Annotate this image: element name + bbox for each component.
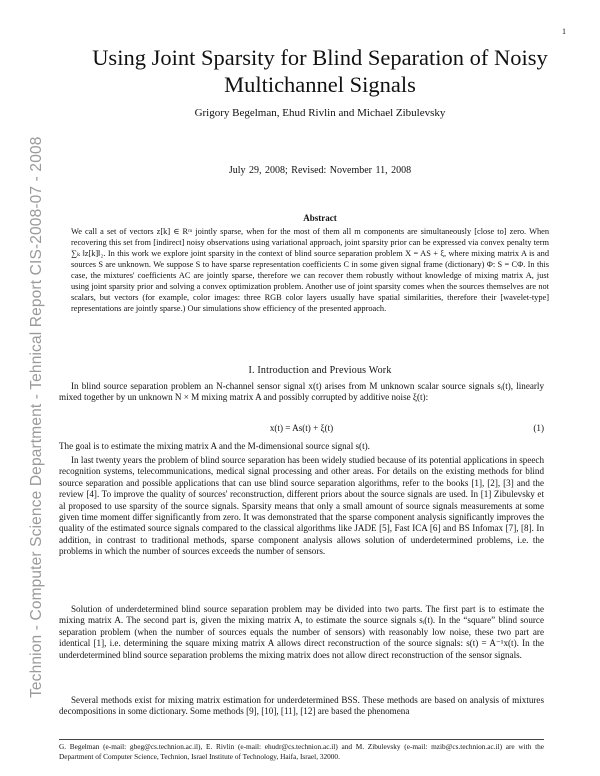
paragraph-background: In last twenty years the problem of blind source separation has been widely studied because of its potential applications in speech recognition systems, telecommunications, medical signal processing and other areas. For details on the existing methods for blind source separation and possible applications that can use blind source separation algorithms, refer to the books [1], [2], [3] and the review [4]. To improve the quality of sources' reconstruction, different priors about the source signals are used. In [1] Zibulevsky et al proposed to use sparsity of the source signals. Sparsity means that only a small amount of source signals measurements at some given time moment differ significantly from zero. It was demonstrated that the sparse component analysis significantly improves the quality of the estimated source signals compared to the classical algorithms like JADE [5], Fast ICA [6] and BS Infomax [7], [8]. In addition, in contrast to traditional methods, sparse component analysis allows solution of underdetermined problems, i.e. the problems in which the number of sources exceeds the number of sensors. bbox=[59, 455, 544, 557]
paragraph-intro: In blind source separation problem an N-channel sensor signal x(t) arises from M unknown scalar source signals sᵢ(t), linearly mixed together by un unknown N × M mixing matrix A and possibly corrupted by additive noise ξ(t): bbox=[59, 381, 544, 403]
technical-report-watermark: Technion - Computer Science Department - Tehnical Report CIS-2008-07 - 2008 bbox=[28, 136, 45, 698]
paragraph-underdetermined: Solution of underdetermined blind source separation problem may be divided into two parts. The first part is to estimate the mixing matrix A. The second part is, given the mixing matrix A, to estimate the source signals sᵢ(t). In the “square” blind source separation problem (when the number of sources equals the number of sensors) with reasonably low noise, these two part are identical [1], i.e. determining the square mixing matrix A allows direct reconstruction of the source signals: s(t) = A⁻¹x(t). In the underdetermined blind source separation problems the mixing matrix does not allow direct reconstruction of the sensor signals. bbox=[59, 604, 544, 660]
paper-authors: Grigory Begelman, Ehud Rivlin and Michael Zibulevsky bbox=[194, 107, 446, 119]
footnote-divider bbox=[59, 739, 544, 740]
abstract-text: We call a set of vectors z[k] ∈ Rᵐ jointly sparse, when for the most of them all m components are simultaneously [close to] zero. When recovering this set from [indirect] noisy observations using variational approach, joint sparsity prior can be expressed via convex penalty term ∑ₖ ‖z[k]‖₂. In this work we explore joint sparsity in the context of blind source separation problem X = AS + ξ, where mixing matrix A is and sources S are unknown. We suppose S to have sparse representation coefficients C in some given signal frame (dictionary) Φ: S = CΦ. In this case, the mixtures' coefficients AC are jointly sparse, therefore we can recover them robustly without knowledge of mixing matrix A, just using joint sparsity prior and solving a convex optimization problem. Another use of joint sparsity comes when the sources themselves are not scalars, but vectors (for example, color images: three RGB color layers usually have spatial similarities, therefore their [wavelet-type] representations are jointly sparse.) Our simulations show efficiency of the presented approach. bbox=[71, 227, 549, 313]
section-heading: I. Introduction and Previous Work bbox=[248, 365, 392, 376]
paragraph-methods: Several methods exist for mixing matrix estimation for underdetermined BSS. These methods are based on analysis of mixtures decompositions in some dictionary. Some methods [9], [10], [11], [12] are based the phenomena bbox=[59, 695, 544, 717]
equation-number: (1) bbox=[533, 423, 544, 433]
page-number: 1 bbox=[562, 27, 566, 36]
paper-dates: July 29, 2008; Revised: November 11, 2008 bbox=[228, 165, 412, 176]
author-footnote: G. Begelman (e-mail: gbeg@cs.technion.ac.il), E. Rivlin (e-mail: ehudr@cs.technion.ac.il) and M. Zibulevsky (e-mail: mzib@cs.technion.ac.il) are with the Department of Computer Science, Technion, Israel Institute of Technology, Haifa, Israel, 32000. bbox=[59, 742, 544, 761]
abstract-heading: Abstract bbox=[303, 213, 337, 223]
paragraph-goal: The goal is to estimate the mixing matrix A and the M-dimensional source signal s(t). bbox=[59, 441, 370, 451]
paper-title: Using Joint Sparsity for Blind Separation of Noisy Multichannel Signals bbox=[92, 45, 548, 97]
equation-formula: x(t) = As(t) + ξ(t) bbox=[269, 423, 334, 433]
